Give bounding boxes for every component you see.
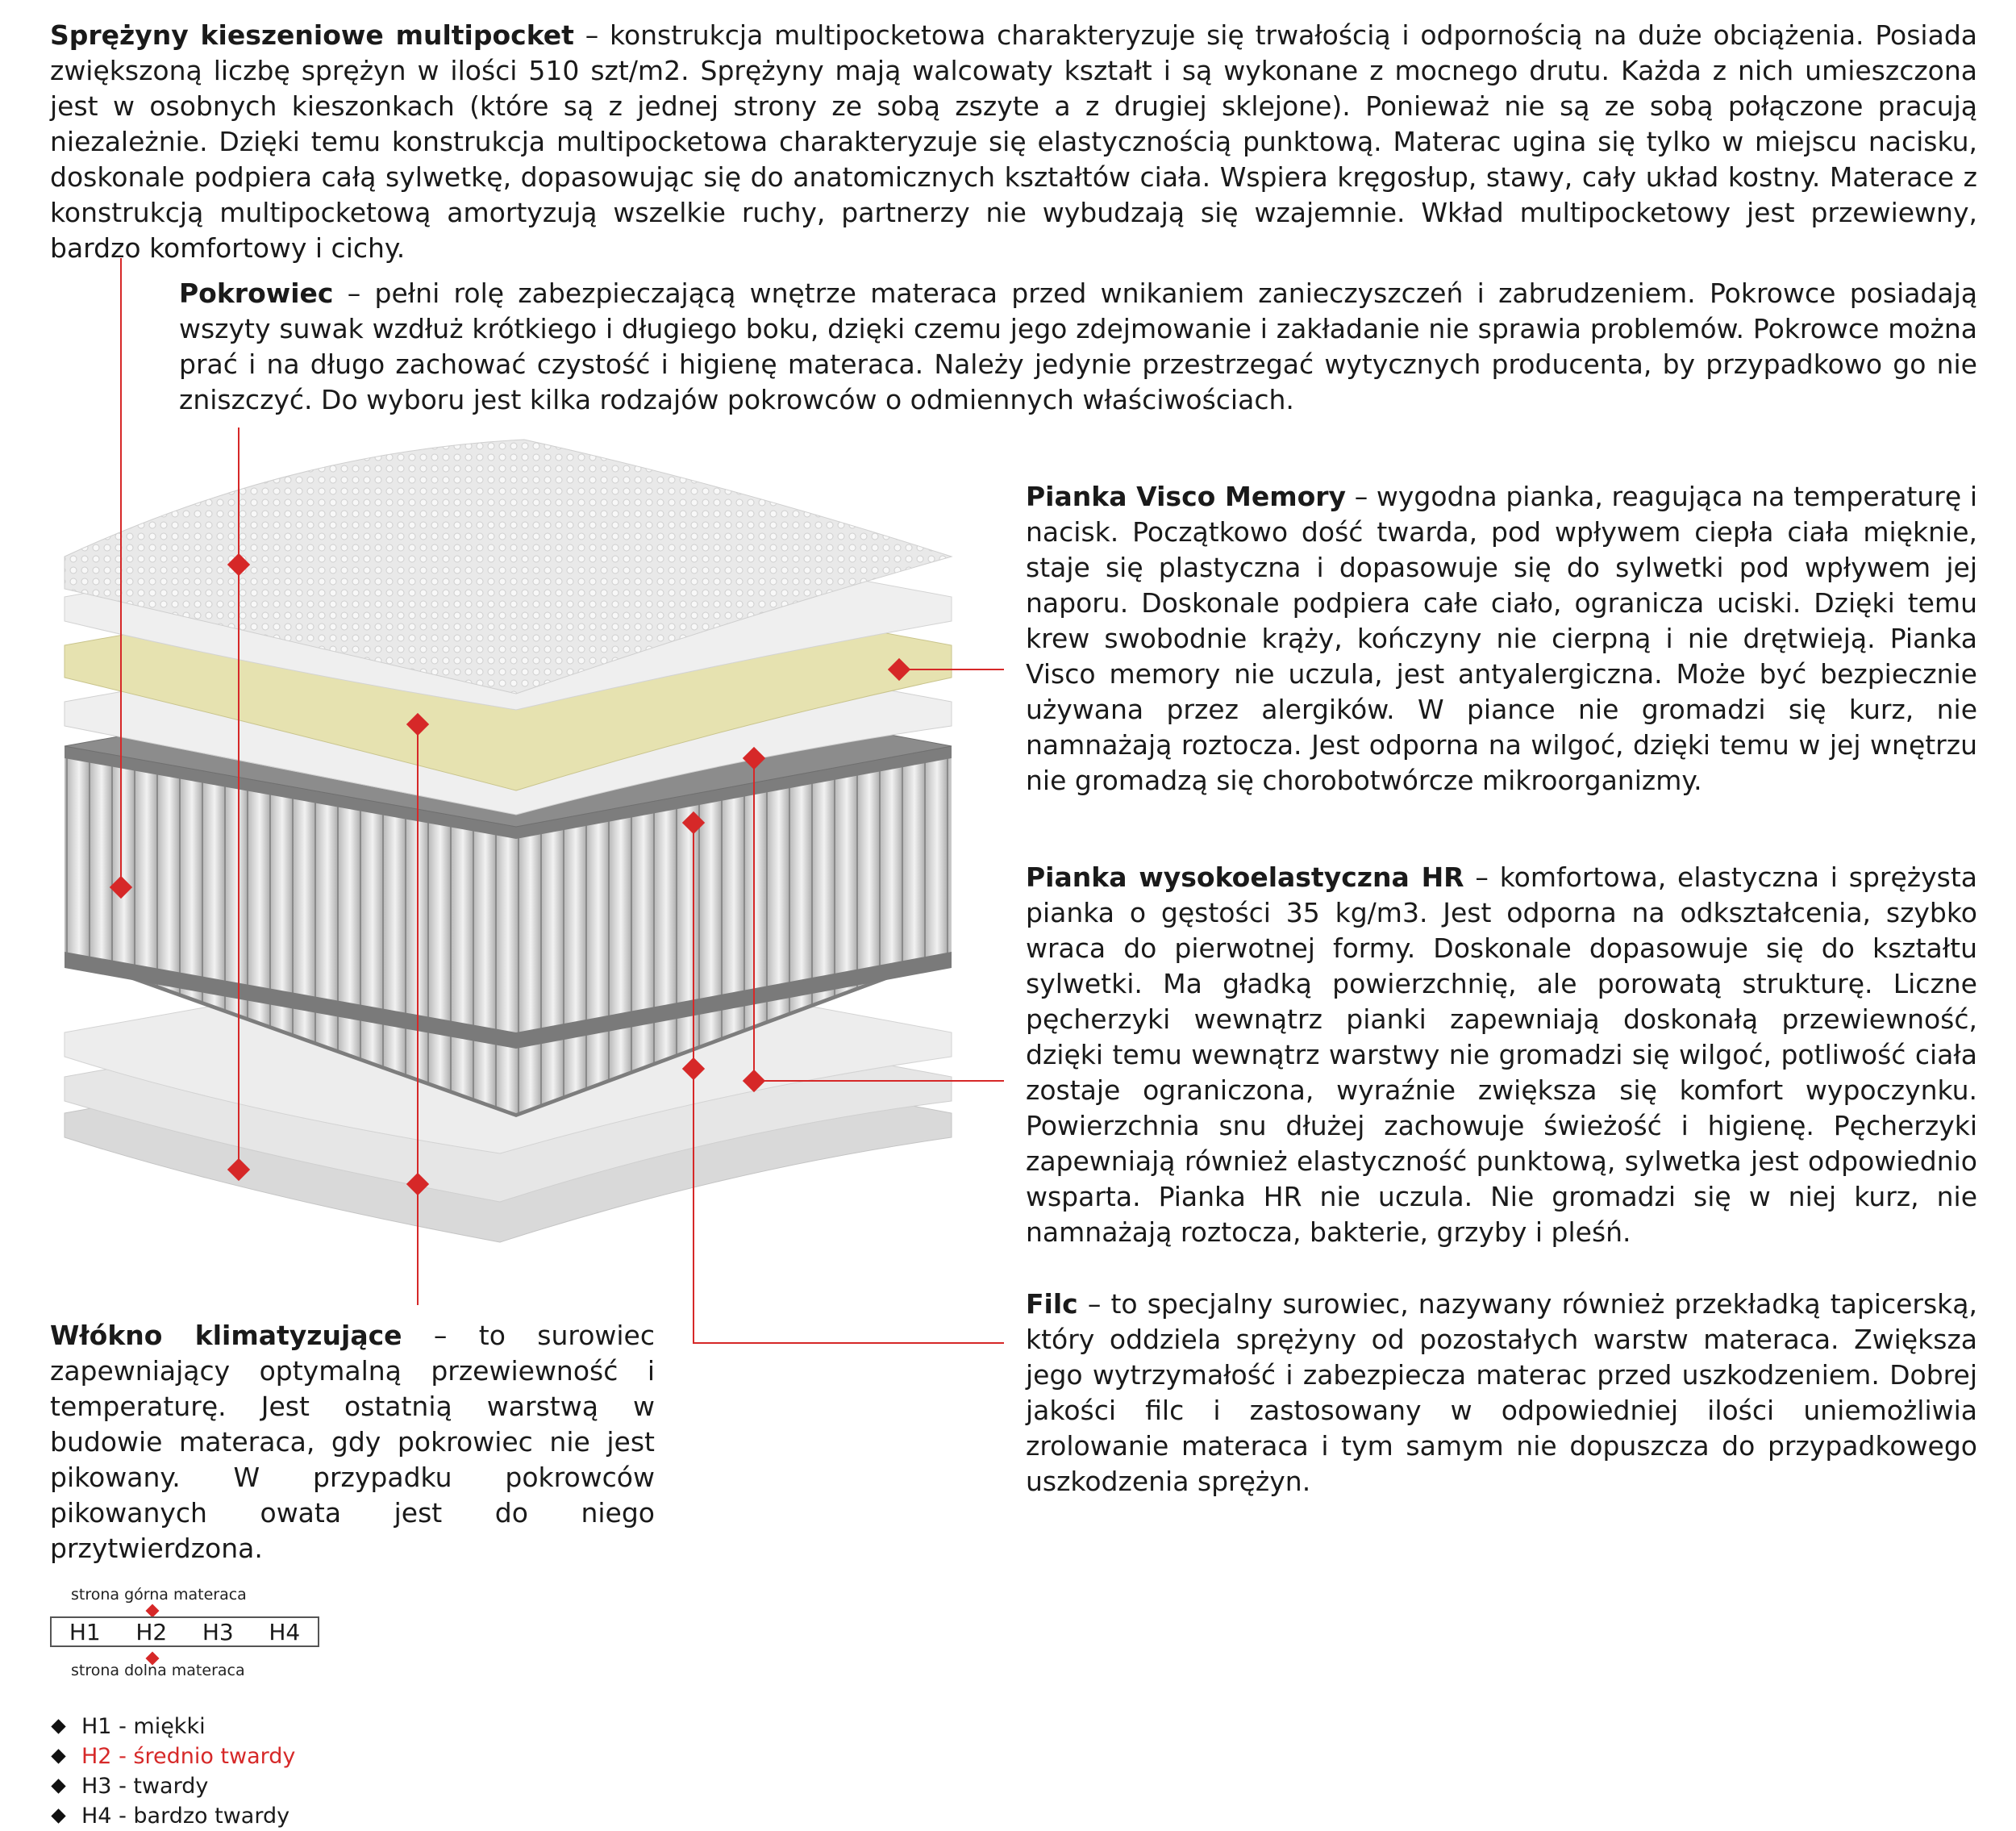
cover-text: – pełni rolę zabezpieczającą wnętrze materaca przed wnikaniem zanieczyszczeń i zabrudzeniem. Pokrowce posiadają wszyty suwak wzdłuż krótkiego i długiego boku, dzięki czemu jego zdejmowanie i zakładanie nie sprawia problemów. Pokrowce można prać i na długo zachować czystość i higienę materaca. Należy jedynie przestrzegać wytycznych producenta, by przypadkowo go nie zniszczyć. Do wyboru jest kilka rodzajów pokrowców o odmiennych właściwościach. bbox=[179, 277, 1977, 415]
hardness-level-h3: H3 bbox=[202, 1618, 234, 1645]
fiber-description bbox=[50, 1318, 655, 1566]
bottom-side-label: strona dolna materaca bbox=[71, 1662, 245, 1679]
hardness-legend bbox=[50, 1712, 295, 1831]
visco-description bbox=[1026, 479, 1977, 799]
diamond-icon bbox=[51, 1779, 65, 1793]
legend-item: H2 - średnio twardy bbox=[50, 1741, 295, 1771]
hardness-level-h1: H1 bbox=[69, 1618, 101, 1645]
legend-item: H1 - miękki bbox=[50, 1712, 295, 1741]
legend-item: H3 - twardy bbox=[50, 1771, 295, 1801]
cover-description bbox=[179, 276, 1977, 418]
diamond-icon bbox=[51, 1719, 65, 1733]
visco-title: Pianka Visco Memory bbox=[1026, 481, 1347, 512]
diamond-icon bbox=[51, 1808, 65, 1823]
springs-text: – konstrukcja multipocketowa charakteryzuje się trwałością i odpornością na duże obciążenia. Posiada zwiększoną liczbę sprężyn w ilości 510 szt/m2. Sprężyny mają walcowaty kształt i są wykonane z mocnego drutu. Każda z nich umieszczona jest w osobnych kieszonkach (które są z jednej strony ze sobą zszyte a z drugiej sklejone). Ponieważ nie są ze sobą połączone pracują niezależnie. Dzięki temu konstrukcja multipocketowa charakteryzuje się elastycznością punktową. Materac ugina się tylko w miejscu nacisku, doskonale podpiera całą sylwetkę, dopasowując się do anatomicznych kształtów ciała. Wspiera kręgosłup, stawy, cały układ kostny. Materace z konstrukcją multipocketową amortyzują wszelkie ruchy, partnerzy nie wybudzają się wzajemnie. Wkład multipocketowy jest przewiewny, bardzo komfortowy i cichy. bbox=[50, 19, 1977, 264]
fiber-text: – to surowiec zapewniający optymalną przewiewność i temperaturę. Jest ostatnią warstwą w budowie materaca, gdy pokrowiec nie jest pikowany. W przypadku pokrowców pikowanych owata jest do niego przytwierdzona. bbox=[50, 1320, 655, 1564]
felt-description bbox=[1026, 1287, 1977, 1499]
fiber-title: Włókno klimatyzujące bbox=[50, 1320, 402, 1351]
cover-title: Pokrowiec bbox=[179, 277, 334, 309]
hr-foam-title: Pianka wysokoelastyczna HR bbox=[1026, 861, 1464, 893]
hardness-level-h4: H4 bbox=[269, 1618, 301, 1645]
hardness-scale bbox=[50, 1616, 319, 1647]
visco-text: – wygodna pianka, reagująca na temperaturę i nacisk. Początkowo dość twarda, pod wpływem ciepła ciała mięknie, staje się plastyczna i dopasowuje się do sylwetki pod wpływem jej naporu. Doskonale podpiera całe ciało, ogranicza uciski. Dzięki temu krew swobodnie krąży, kończyny nie cierpną i nie drętwieją. Pianka Visco memory nie uczula, jest antyalergiczna. Może być bezpiecznie używana przez alergików. W piance nie gromadzi się kurz, nie namnażają roztocza. Jest odporna na wilgoć, dzięki temu w jej wnętrzu nie gromadzą się chorobotwórcze mikroorganizmy. bbox=[1026, 481, 1977, 796]
springs-description bbox=[50, 18, 1977, 266]
hardness-level-h2: H2 bbox=[135, 1618, 168, 1645]
legend-item: H4 - bardzo twardy bbox=[50, 1801, 295, 1831]
diamond-icon bbox=[51, 1749, 65, 1763]
top-side-label: strona górna materaca bbox=[71, 1586, 247, 1604]
felt-title: Filc bbox=[1026, 1288, 1078, 1320]
hr-foam-text: – komfortowa, elastyczna i sprężysta pianka o gęstości 35 kg/m3. Jest odporna na odkształcenia, szybko wraca do pierwotnej formy. Doskonale dopasowuje się do kształtu sylwetki. Ma gładką powierzchnię, ale porowatą strukturę. Liczne pęcherzyki wewnątrz pianki zapewniają doskonałą przewiewność, dzięki temu wewnątrz warstwy nie gromadzi się wilgoć, potliwość ciała zostaje ograniczona, wyraźnie zwiększa się komfort wypoczynku. Powierzchnia snu dłużej zachowuje świeżość i higienę. Pęcherzyki zapewniają również elastyczność punktową, sylwetka jest odpowiednio wsparta. Pianka HR nie uczula. Nie gromadzi się w niej kurz, nie namnażają roztocza, bakterie, grzyby i pleśń. bbox=[1026, 861, 1978, 1248]
springs-title: Sprężyny kieszeniowe multipocket bbox=[50, 19, 574, 51]
felt-text: – to specjalny surowiec, nazywany również przekładką tapicerską, który oddziela sprężyny od pozostałych warstw materaca. Zwiększa jego wytrzymałość i zabezpiecza materac przed uszkodzeniem. Dobrej jakości filc i zastosowany w odpowiedniej ilości uniemożliwia zrolowanie materaca i tym samym nie dopuszcza do przypadkowego uszkodzenia sprężyn. bbox=[1026, 1288, 1977, 1497]
hr-foam-description bbox=[1026, 860, 1977, 1250]
